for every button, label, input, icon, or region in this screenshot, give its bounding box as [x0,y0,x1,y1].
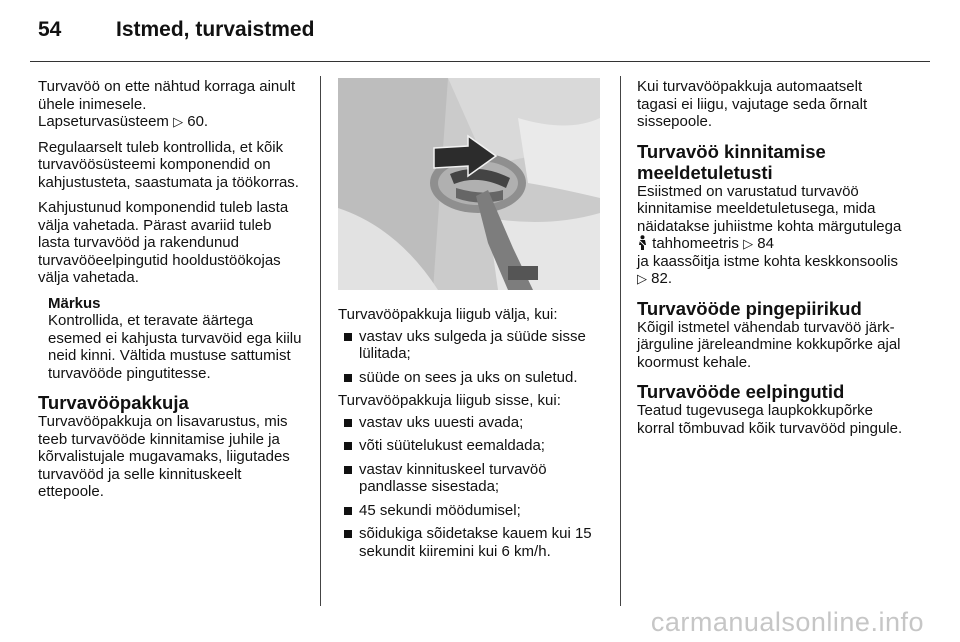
bullet-list-in [338,414,606,561]
watermark: carmanualsonline.info [650,607,924,637]
column-1 [38,78,306,509]
list-item: vastav kinnituskeel turvavöö pandlasse sisestada; [338,461,606,496]
paragraph [38,78,306,131]
paragraph: Regulaarselt tuleb kontrollida, et kõik turvavöösüsteemi komponendid on kahjustusteta, saastumata ja töökorras. [38,138,299,191]
paragraph-text: Esiistmed on varustatud turvavöö kinnitamise meeldetuletusega, mida näidatakse juhiistme kohta märgutulega [637,182,902,235]
note-title: Märkus [48,294,101,312]
list-item: vastav uks uuesti avada; [338,414,606,432]
triangle-reference-icon: ▷ [637,271,647,286]
cross-ref-page[interactable]: 82. [651,270,673,287]
section-heading: Turvavööde pingepiirikud [637,297,862,319]
list-item: süüde on sees ja uks on suletud. [338,369,606,387]
seatbelt-holder-illustration [338,78,600,290]
section-heading: Turvavööde eelpingutid [637,381,845,402]
bullet-list-out [338,328,606,387]
seatbelt-person-icon [637,235,648,252]
triangle-reference-icon: ▷ [173,114,184,129]
note-box [48,295,306,383]
list-item: võti süütelukust eemaldada; [338,437,606,455]
paragraph: Kahjustunud komponendid tuleb lasta välja vahetada. Pärast avariid tuleb lasta turvavööd ja rakendunud turvavööeelpingutid hooldustöökojas välja vahetada. [38,199,289,286]
paragraph-text: ja kaassõitja istme kohta keskkonsoolis [637,252,898,270]
section-heading: Turvavöö kinnitamise meeldetuletusti [637,140,826,183]
paragraph [637,183,905,288]
cross-ref-page[interactable]: 60. [187,113,209,130]
cross-ref-page[interactable]: 84 [757,235,774,252]
column-2 [338,78,606,566]
paragraph: Teatud tugevusega laupkokkupõrke korral tõmbuvad kõik turvavööd pingule. [637,402,903,437]
column-divider-2 [620,76,621,606]
paragraph-text: tahhomeetris [652,235,739,252]
paragraph: Turvavööpakkuja liigub sisse, kui: [338,392,561,409]
section-heading: Turvavööpakkuja [38,392,189,413]
cross-ref-label: Lapseturvasüsteem [38,113,169,130]
paragraph: Turvavööpakkuja liigub välja, kui: [338,306,558,323]
paragraph: Kui turvavööpakkuja automaatselt tagasi ei liigu, vajutage seda õrnalt sissepoole. [637,78,868,130]
list-item: sõidukiga sõidetakse kauem kui 15 sekundit kiiremini kui 6 km/h. [338,525,606,560]
column-3 [637,78,905,445]
header-rule [30,61,930,62]
paragraph-text: Turvavöö on ette nähtud korraga ainult ühele inimesele. [38,78,296,113]
page-number: 54 [38,18,62,41]
list-item: vastav uks sulgeda ja süüde sisse lülitada; [338,328,606,363]
note-text: Kontrollida, et teravate äärtega esemed ei kahjusta turvavöid ega kiilu neid kinni. Vältida mustuse sattumist turvavööde pingutitesse. [48,312,302,382]
list-item: 45 sekundi möödumisel; [338,502,606,520]
column-divider-1 [320,76,321,606]
page-header [38,18,314,42]
triangle-reference-icon: ▷ [743,236,754,251]
page-title: Istmed, turvaistmed [116,18,315,41]
paragraph: Kõigil istmetel vähendab turvavöö järk-järguline järeleandmine kokkupõrke ajal koormust kehale. [637,318,901,371]
paragraph: Turvavööpakkuja on lisavarustus, mis teeb turvavööde kinnitamise juhile ja kõrvalistujale mugavamaks, liigutades turvavööd ja selle kinnituskeelt ettepoole. [38,413,290,500]
